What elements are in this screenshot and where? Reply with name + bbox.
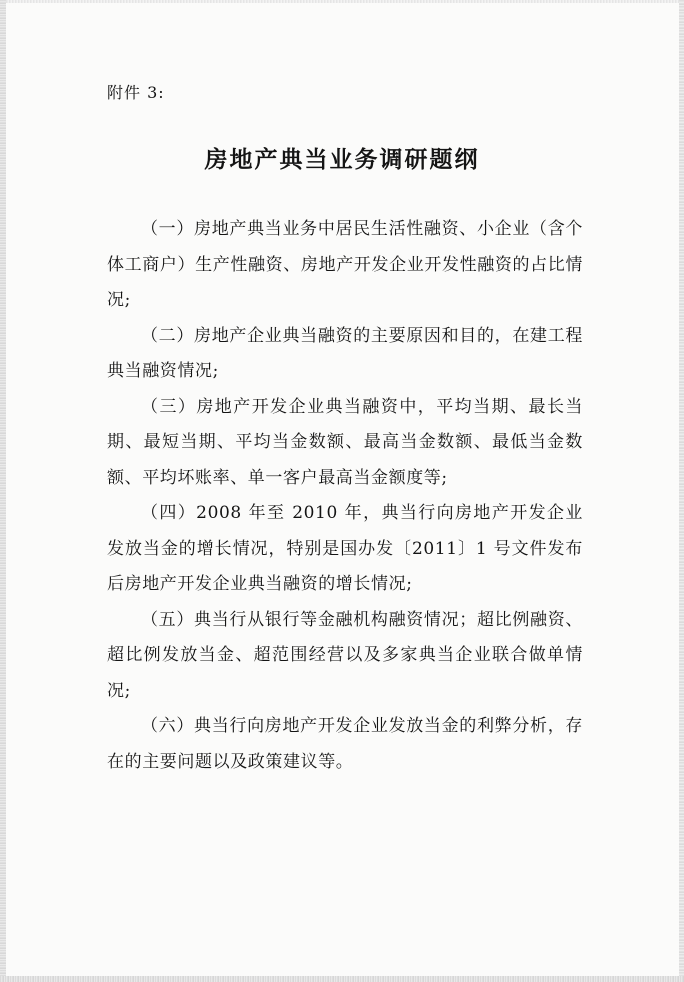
document-body xyxy=(107,212,583,780)
paragraph-6: （六）典当行向房地产开发企业发放当金的利弊分析，存在的主要问题以及政策建议等。 xyxy=(107,716,583,772)
paragraph-4: （四）2008 年至 2010 年，典当行向房地产开发企业发放当金的增长情况，特别是国办发〔2011〕1 号文件发布后房地产开发企业典当融资的增长情况; xyxy=(107,503,583,594)
paragraph-1: （一）房地产典当业务中居民生活性融资、小企业（含个体工商户）生产性融资、房地产开发企业开发性融资的占比情况; xyxy=(107,219,583,310)
paragraph-5: （五）典当行从银行等金融机构融资情况；超比例融资、超比例发放当金、超范围经营以及多家典当企业联合做单情况; xyxy=(107,609,583,701)
document-title: 房地产典当业务调研题纲 xyxy=(204,146,480,173)
scan-edge-top xyxy=(0,0,684,3)
paragraph-2: （二）房地产企业典当融资的主要原因和目的，在建工程典当融资情况; xyxy=(107,325,583,381)
attachment-label: 附件 3: xyxy=(107,83,165,102)
paragraph-3: （三）房地产开发企业典当融资中，平均当期、最长当期、最短当期、平均当金数额、最高当金数额、最低当金数额、平均坏账率、单一客户最高当金额度等; xyxy=(107,396,583,488)
scan-edge-bottom xyxy=(0,976,684,982)
